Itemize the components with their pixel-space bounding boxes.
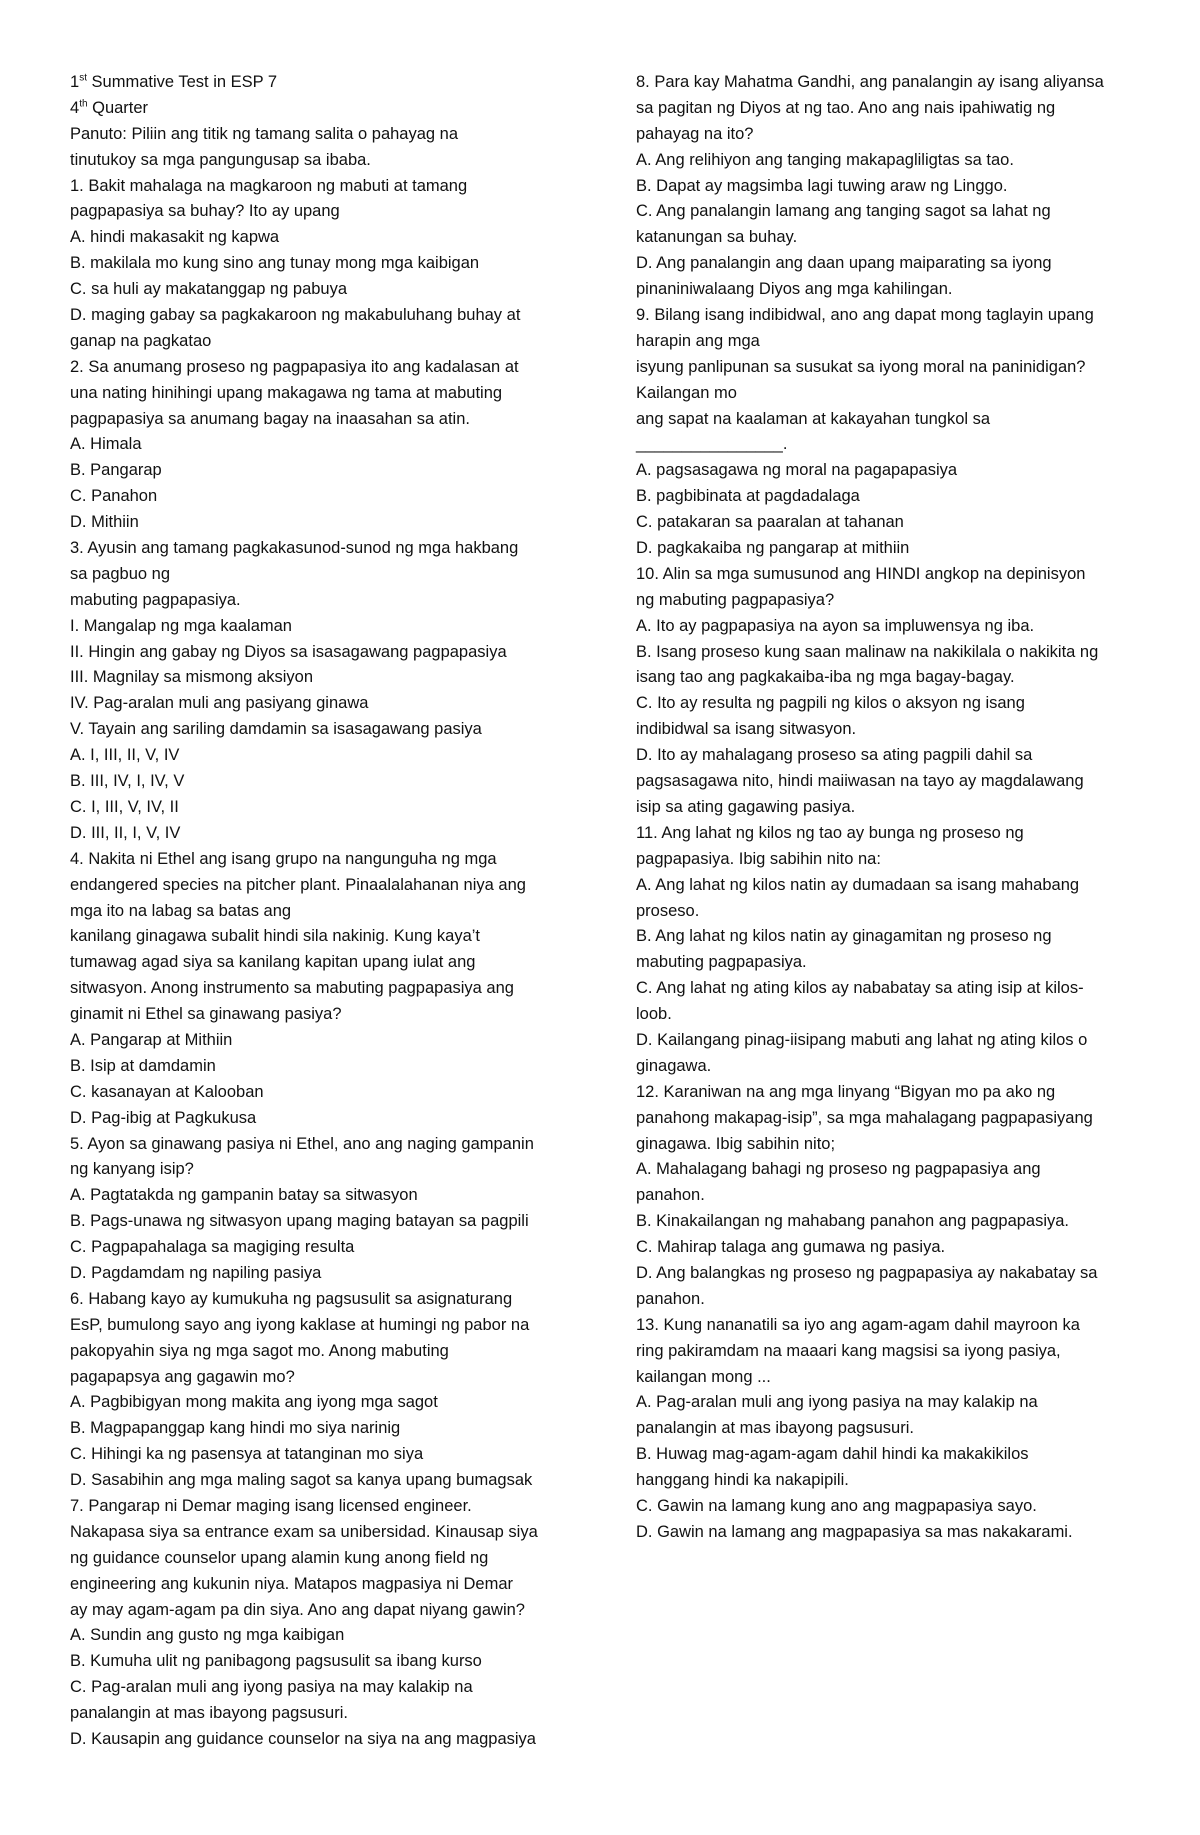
left-column-text — [70, 122, 570, 1753]
text-line: endangered species na pitcher plant. Pinaalalahanan niya ang — [70, 875, 526, 894]
text-line: kailangan mong ... — [636, 1367, 771, 1386]
text-line: A. hindi makasakit ng kapwa — [70, 228, 280, 247]
text-line: pahayag na ito? — [636, 124, 754, 143]
text-line: V. Tayain ang sariling damdamin sa isasagawang pasiya — [70, 720, 482, 739]
text-line: D. Kausapin ang guidance counselor na siya na ang magpasiya — [70, 1730, 536, 1748]
text-line: A. Pangarap at Mithiin — [70, 1030, 233, 1049]
text-line: harapin ang mga — [636, 331, 760, 350]
text-line: una nating hinihingi upang makagawa ng tama at mabuting — [70, 383, 503, 402]
text-line: 7. Pangarap ni Demar maging isang licensed engineer. — [70, 1496, 472, 1515]
right-column — [636, 70, 1136, 1546]
text-line: mga ito na labag sa batas ang — [70, 901, 292, 920]
text-line: ginagawa. — [636, 1056, 712, 1075]
text-line: engineering ang kukunin niya. Matapos magpasiya ni Demar — [70, 1574, 514, 1593]
text-line: pagsasagawa nito, hindi maiiwasan na tayo ay magdalawang — [636, 772, 1084, 791]
text-line: C. Pagpapahalaga sa magiging resulta — [70, 1238, 355, 1257]
text-line: C. Mahirap talaga ang gumawa ng pasiya. — [636, 1238, 946, 1257]
text-line: pakopyahin siya ng mga sagot mo. Anong mabuting — [70, 1341, 449, 1360]
text-line: ang sapat na kaalaman at kakayahan tungkol sa — [636, 409, 991, 428]
text-line: 13. Kung nananatili sa iyo ang agam-agam dahil mayroon ka — [636, 1315, 1080, 1334]
text-line: 5. Ayon sa ginawang pasiya ni Ethel, ano ang naging gampanin — [70, 1134, 534, 1153]
text-line: ________________. — [636, 435, 788, 454]
text-line: A. Ang relihiyon ang tanging makapagliligtas sa tao. — [636, 150, 1014, 169]
text-line: I. Mangalap ng mga kaalaman — [70, 616, 292, 635]
right-column-text — [636, 70, 1136, 1546]
text-line: C. Ang panalangin lamang ang tanging sagot sa lahat ng — [636, 202, 1051, 221]
text-line: isyung panlipunan sa susukat sa iyong moral na paninidigan? — [636, 357, 1086, 376]
text-line: B. Kumuha ulit ng panibagong pagsusulit sa ibang kurso — [70, 1652, 482, 1671]
text-line: tinutukoy sa mga pangungusap sa ibaba. — [70, 150, 371, 169]
text-line: panalangin at mas ibayong pagsusuri. — [636, 1419, 914, 1438]
text-line: B. Isang proseso kung saan malinaw na nakikilala o nakikita ng — [636, 642, 1099, 661]
text-line: A. Ito ay pagpapasiya na ayon sa impluwensya ng iba. — [636, 616, 1035, 635]
text-line: pagpapasiya. Ibig sabihin nito na: — [636, 849, 881, 868]
text-line: C. I, III, V, IV, II — [70, 797, 179, 816]
text-line: D. Sasabihin ang mga maling sagot sa kanya upang bumagsak — [70, 1471, 533, 1490]
text-line: D. Pag-ibig at Pagkukusa — [70, 1108, 257, 1127]
text-line: D. Mithiin — [70, 513, 139, 532]
text-line: A. Mahalagang bahagi ng proseso ng pagpapasiya ang — [636, 1160, 1041, 1179]
text-line: D. Ang panalangin ang daan upang maiparating sa iyong — [636, 254, 1052, 273]
text-line: 8. Para kay Mahatma Gandhi, ang panalangin ay isang aliyansa — [636, 73, 1104, 91]
text-line: 1. Bakit mahalaga na magkaroon ng mabuti at tamang — [70, 176, 468, 195]
text-line: D. III, II, I, V, IV — [70, 823, 181, 842]
text-line: indibidwal sa isang sitwasyon. — [636, 720, 857, 739]
text-line: D. Pagdamdam ng napiling pasiya — [70, 1263, 322, 1282]
text-line: A. I, III, II, V, IV — [70, 746, 180, 765]
text-line: mabuting pagpapasiya. — [70, 590, 241, 609]
text-line: Panuto: Piliin ang titik ng tamang salita o pahayag na — [70, 124, 459, 143]
text-line: A. Himala — [70, 435, 142, 454]
text-line: loob. — [636, 1005, 672, 1024]
text-line: D. Kailangang pinag-iisipang mabuti ang lahat ng ating kilos o — [636, 1030, 1088, 1049]
text-line: ganap na pagkatao — [70, 331, 212, 350]
text-line: 10. Alin sa mga sumusunod ang HINDI angkop na depinisyon — [636, 564, 1086, 583]
text-line: katanungan sa buhay. — [636, 228, 798, 247]
text-line: C. kasanayan at Kalooban — [70, 1082, 264, 1101]
text-line: isang tao ang pagkakaiba-iba ng mga bagay-bagay. — [636, 668, 1015, 687]
text-line: ng mabuting pagpapasiya? — [636, 590, 835, 609]
text-line: ng guidance counselor upang alamin kung anong field ng — [70, 1548, 489, 1567]
text-line: B. pagbibinata at pagdadalaga — [636, 487, 860, 506]
text-line: C. Pag-aralan muli ang iyong pasiya na may kalakip na — [70, 1678, 473, 1697]
text-line: sa pagbuo ng — [70, 564, 171, 583]
left-column — [70, 70, 570, 1753]
text-line: A. pagsasagawa ng moral na pagapapasiya — [636, 461, 958, 480]
text-line: 4. Nakita ni Ethel ang isang grupo na nangunguha ng mga — [70, 849, 497, 868]
text-line: ginagawa. Ibig sabihin nito; — [636, 1134, 836, 1153]
text-line: ay may agam-agam pa din siya. Ano ang dapat niyang gawin? — [70, 1600, 525, 1619]
text-line: panalangin at mas ibayong pagsusuri. — [70, 1704, 348, 1723]
text-line: panahon. — [636, 1186, 705, 1205]
text-line: pagapapsya ang gagawin mo? — [70, 1367, 295, 1386]
text-line: B. Dapat ay magsimba lagi tuwing araw ng Linggo. — [636, 176, 1008, 195]
text-line: ring pakiramdam na maaari kang magsisi sa iyong pasiya, — [636, 1341, 1061, 1360]
text-line: panahon. — [636, 1289, 705, 1308]
text-line: mabuting pagpapasiya. — [636, 953, 807, 972]
text-line: ng kanyang isip? — [70, 1160, 194, 1179]
text-line: C. sa huli ay makatanggap ng pabuya — [70, 280, 348, 299]
text-line: D. pagkakaiba ng pangarap at mithiin — [636, 539, 910, 558]
text-line: A. Pagtatakda ng gampanin batay sa sitwasyon — [70, 1186, 418, 1205]
text-line: pagpapasiya sa anumang bagay na inaasahan sa atin. — [70, 409, 470, 428]
text-line: B. Isip at damdamin — [70, 1056, 216, 1075]
text-line: hanggang hindi ka nakapipili. — [636, 1471, 849, 1490]
text-line: sitwasyon. Anong instrumento sa mabuting pagpapasiya ang — [70, 979, 514, 998]
text-line: 3. Ayusin ang tamang pagkakasunod-sunod ng mga hakbang — [70, 539, 519, 558]
test-title: 1st Summative Test in ESP 7 — [70, 72, 278, 91]
text-line: C. Hihingi ka ng pasensya at tatanginan mo siya — [70, 1445, 424, 1464]
text-line: B. III, IV, I, IV, V — [70, 772, 185, 791]
quarter-label: 4th Quarter — [70, 98, 149, 117]
text-line: kanilang ginagawa subalit hindi sila nakinig. Kung kaya’t — [70, 927, 481, 946]
text-line: D. Ang balangkas ng proseso ng pagpapasiya ay nakabatay sa — [636, 1263, 1098, 1282]
text-line: A. Ang lahat ng kilos natin ay dumadaan sa isang mahabang — [636, 875, 1080, 894]
text-line: A. Sundin ang gusto ng mga kaibigan — [70, 1626, 345, 1645]
text-line: IV. Pag-aralan muli ang pasiyang ginawa — [70, 694, 369, 713]
text-line: sa pagitan ng Diyos at ng tao. Ano ang nais ipahiwatig ng — [636, 98, 1056, 117]
text-line: B. Kinakailangan ng mahabang panahon ang pagpapasiya. — [636, 1212, 1070, 1231]
text-line: D. Ito ay mahalagang proseso sa ating pagpili dahil sa — [636, 746, 1033, 765]
text-line: A. Pagbibigyan mong makita ang iyong mga sagot — [70, 1393, 438, 1412]
text-line: Kailangan mo — [636, 383, 737, 402]
text-line: ginamit ni Ethel sa ginawang pasiya? — [70, 1005, 342, 1024]
text-line: B. Huwag mag-agam-agam dahil hindi ka makakikilos — [636, 1445, 1029, 1464]
text-line: tumawag agad siya sa kanilang kapitan upang iulat ang — [70, 953, 476, 972]
text-line: C. Ang lahat ng ating kilos ay nababatay sa ating isip at kilos- — [636, 979, 1084, 998]
text-line: C. Gawin na lamang kung ano ang magpapasiya sayo. — [636, 1496, 1037, 1515]
text-line: C. patakaran sa paaralan at tahanan — [636, 513, 904, 532]
text-line: B. Ang lahat ng kilos natin ay ginagamitan ng proseso ng — [636, 927, 1052, 946]
text-line: II. Hingin ang gabay ng Diyos sa isasagawang pagpapasiya — [70, 642, 507, 661]
text-line: B. Pangarap — [70, 461, 162, 480]
text-line: isip sa ating gagawing pasiya. — [636, 797, 856, 816]
text-line: Nakapasa siya sa entrance exam sa unibersidad. Kinausap siya — [70, 1522, 538, 1541]
text-line: pinaniniwalaang Diyos ang mga kahilingan. — [636, 280, 953, 299]
text-line: C. Ito ay resulta ng pagpili ng kilos o aksyon ng isang — [636, 694, 1025, 713]
text-line: proseso. — [636, 901, 700, 920]
text-line: EsP, bumulong sayo ang iyong kaklase at humingi ng pabor na — [70, 1315, 530, 1334]
text-line: 9. Bilang isang indibidwal, ano ang dapat mong taglayin upang — [636, 306, 1094, 325]
text-line: A. Pag-aralan muli ang iyong pasiya na may kalakip na — [636, 1393, 1038, 1412]
text-line: D. maging gabay sa pagkakaroon ng makabuluhang buhay at — [70, 306, 521, 325]
text-line: panahong makapag-isip”, sa mga mahalagang pagpapasiyang — [636, 1108, 1093, 1127]
text-line: D. Gawin na lamang ang magpapasiya sa mas nakakarami. — [636, 1522, 1073, 1541]
text-line: C. Panahon — [70, 487, 158, 506]
text-line: B. Magpapanggap kang hindi mo siya narinig — [70, 1419, 401, 1438]
text-line: pagpapasiya sa buhay? Ito ay upang — [70, 202, 340, 221]
text-line: 6. Habang kayo ay kumukuha ng pagsusulit sa asignaturang — [70, 1289, 513, 1308]
text-line: 11. Ang lahat ng kilos ng tao ay bunga ng proseso ng — [636, 823, 1024, 842]
text-line: B. makilala mo kung sino ang tunay mong mga kaibigan — [70, 254, 480, 273]
text-line: B. Pags-unawa ng sitwasyon upang maging batayan sa pagpili — [70, 1212, 529, 1231]
text-line: 12. Karaniwan na ang mga linyang “Bigyan mo pa ako ng — [636, 1082, 1056, 1101]
text-line: 2. Sa anumang proseso ng pagpapasiya ito ang kadalasan at — [70, 357, 519, 376]
text-line: III. Magnilay sa mismong aksiyon — [70, 668, 314, 687]
